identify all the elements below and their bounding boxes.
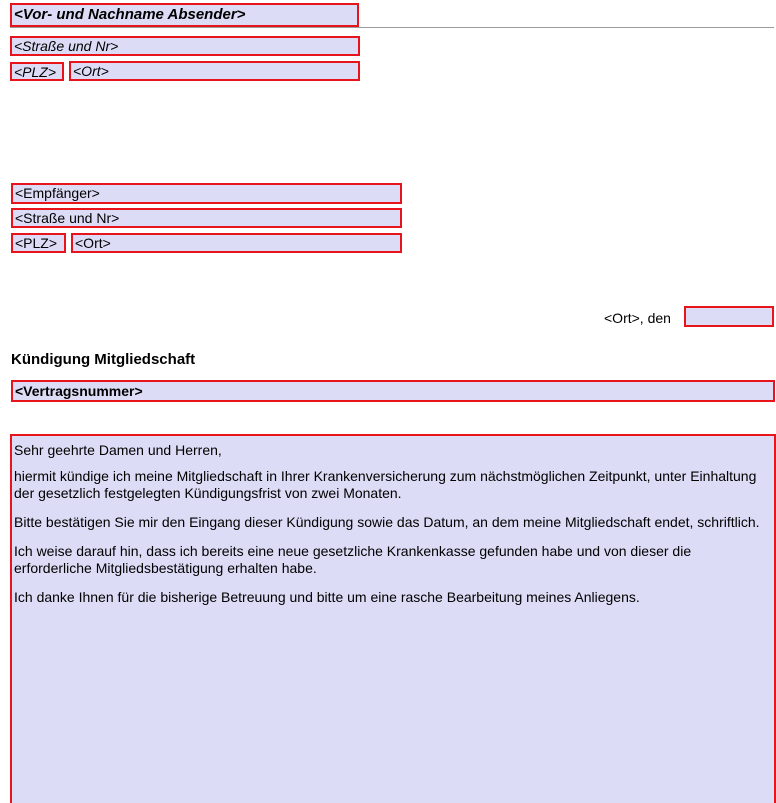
date-field[interactable]: [684, 306, 774, 327]
sender-street-field[interactable]: <Straße und Nr>: [10, 36, 360, 56]
body-paragraph-3: Ich weise darauf hin, dass ich bereits eine neue gesetzliche Krankenkasse gefunden habe und von dieser die erforderliche Mitgliedsbestätigung erhalten habe.: [14, 543, 692, 576]
contract-number-field[interactable]: <Vertragsnummer>: [11, 380, 775, 402]
recipient-zip-field[interactable]: <PLZ>: [11, 233, 66, 253]
recipient-name-field[interactable]: <Empfänger>: [11, 183, 402, 204]
body-paragraph-4: Ich danke Ihnen für die bisherige Betreuung und bitte um eine rasche Bearbeitung meines Anliegens.: [14, 589, 640, 605]
sender-name-field[interactable]: <Vor- und Nachname Absender>: [10, 3, 359, 27]
body-paragraph-2: Bitte bestätigen Sie mir den Eingang dieser Kündigung sowie das Datum, an dem meine Mitgliedschaft endet, schriftlich.: [14, 514, 760, 530]
sender-city-field[interactable]: <Ort>: [69, 61, 360, 81]
recipient-city-field[interactable]: <Ort>: [71, 233, 402, 253]
salutation: Sehr geehrte Damen und Herren,: [14, 442, 222, 458]
letter-body-field[interactable]: [10, 434, 776, 803]
sender-zip-field[interactable]: <PLZ>: [10, 62, 64, 81]
body-paragraph-1: hiermit kündige ich meine Mitgliedschaft in Ihrer Krankenversicherung zum nächstmöglichen Zeitpunkt, unter Einhaltung der gesetzlich festgelegten Kündigungsfrist von zwei Monaten.: [14, 468, 757, 501]
date-line-label: <Ort>, den: [604, 310, 671, 326]
header-divider: [10, 27, 774, 28]
recipient-street-field[interactable]: <Straße und Nr>: [11, 208, 402, 228]
subject-heading: Kündigung Mitgliedschaft: [11, 351, 196, 368]
